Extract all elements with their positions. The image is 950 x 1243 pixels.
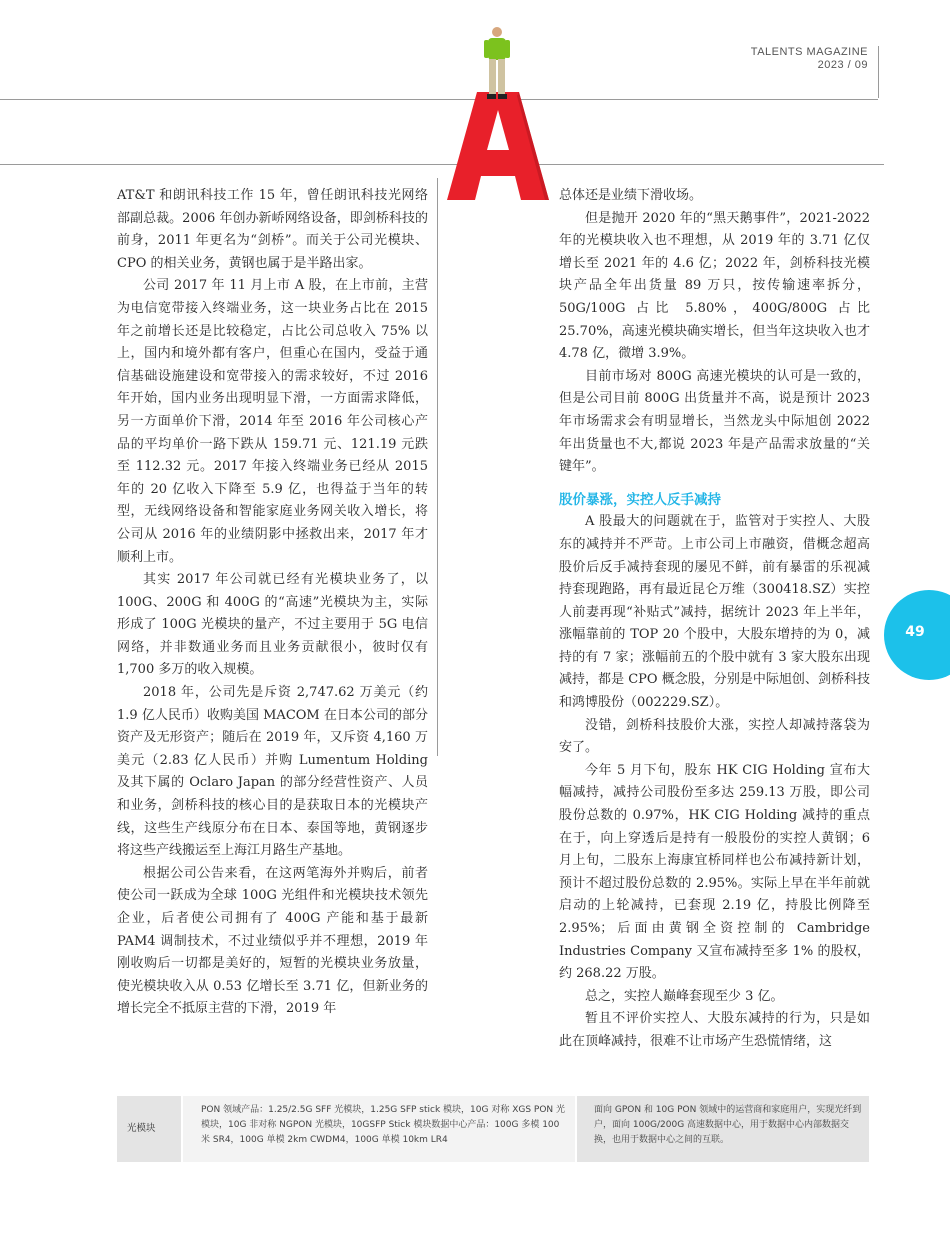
paragraph: 没错，剑桥科技股价大涨，实控人却减持落袋为安了。 [559,717,870,756]
issue-date: 2023 / 09 [817,59,868,71]
table-products-text: PON 领域产品：1.25/2.5G SFF 光模块，1.25G SFP stick 模块，10G 对称 XGS PON 光模块，10G 非对称 NGPON 光模块，10GSFP Stick 模块数据中心产品：100G 多模 100 米 SR4，100G 单模 2km CWDM4，100G 单模 10km LR4 [201,1105,566,1145]
header-rule-top [0,99,878,100]
paragraph: 其实 2017 年公司就已经有光模块业务了，以 100G、200G 和 400G 的“高速”光模块为主，实际形成了 100G 光模块的量产，不过主要用于 5G 电信网络，并非数通业务而且业务贡献很小，彼时仅有 1,700 多万的收入规模。 [117,572,428,678]
paragraph: A 股最大的问题就在于，监管对于实控人、大股东的减持并不严苛。上市公司上市融资，借概念超高股价后反手减持套现的屡见不鲜，前有暴雷的乐视减持套现跑路，再有最近昆仑万维（300418.SZ）实控人前妻再现“补贴式”减持，据统计 2023 年上半年，涨幅靠前的 TOP 20 个股中，大股东增持的为 0，减持的有 7 家；涨幅前五的个股中就有 3 家大股东出现减持，都是 CPO 概念股，分别是中际旭创、剑桥科技和鸿博股份（002229.SZ）。 [559,514,870,711]
column-divider [437,178,438,756]
paragraph: 目前市场对 800G 高速光模块的认可是一致的，但是公司目前 800G 出货量并不高，说是预计 2023 年市场需求会有明显增长，当然龙头中际旭创 2022 年出货量也不大,都说 2023 年是产品需求放量的“关键年”。 [559,368,870,475]
paragraph: 根据公司公告来看，在这两笔海外并购后，前者使公司一跃成为全球 100G 光组件和光模块技术领先企业，后者使公司拥有了 400G 产能和基于最新 PAM4 调制技术，不过业绩似乎并不理想，2019 年刚收购后一切都是美好的，短暂的光模块业务放量，使光模块收入从 0.53 亿增长至 3.71 亿，但新业务的增长完全不抵原主营的下滑，2019 年 [117,865,428,1017]
paragraph: AT&T 和朗讯科技工作 15 年，曾任朗讯科技光网络部副总裁。2006 年创办新峤网络设备，即剑桥科技的前身，2011 年更名为“剑桥”。而关于公司光模块、CPO 的相关业务，黄钢也属于是半路出家。 [117,188,428,271]
paragraph: 公司 2017 年 11 月上市 A 股，在上市前，主营为电信宽带接入终端业务，这一块业务占比在 2015 年之前增长还是比较稳定，占比公司总收入 75% 以上，国内和境外都有客户，但重心在国内，受益于通信基础设施建设和宽带接入的需求较好，不过 2016 年开始，国内业务出现明显下滑，一方面需求降低，另一方面单价下滑，2014 年至 2016 年公司核心产品的平均单价一路下跌从 159.71 元、121.19 元跌至 112.32 元。2017 年接入终端业务已经从 2015 年的 20 亿收入下降至 5.9 亿，也得益于当年的转型，无线网络设备和智能家庭业务网关收入增长，将公司从 2016 年的业绩阴影中拯救出来，2017 年才顺利上市。 [117,278,428,565]
paragraph: 总体还是业绩下滑收场。 [559,188,703,203]
masthead-divider [878,46,879,98]
header-rule-bottom [0,164,884,165]
paragraph: 暂且不评价实控人、大股东减持的行为，只是如此在顶峰减持，很难不让市场产生恐慌情绪，这 [559,1011,870,1049]
left-column [117,185,428,1021]
masthead [751,46,868,72]
paragraph: 2018 年，公司先是斥资 2,747.62 万美元（约 1.9 亿人民币）收购美国 MACOM 在日本公司的部分资产及无形资产；随后在 2019 年，又斥资 4,160 万美元（2.83 亿人民币）并购 Lumentum Holding 及其下属的 Oclaro Japan 的部分经营性资产、人员和业务，剑桥科技的核心目的是获取日本的光模块产线，这些生产线原分布在日本、泰国等地，黄钢逐步将这些产线搬运至上海江月路生产基地。 [117,685,428,859]
table-application-text: 面向 GPON 和 10G PON 领域中的运营商和家庭用户，实现光纤到户，面向 100G/200G 高速数据中心，用于数据中心内部数据交换，也用于数据中心之间的互联。 [594,1105,862,1145]
paragraph: 总之，实控人巅峰套现至少 3 亿。 [585,988,784,1004]
paragraph: 今年 5 月下旬，股东 HK CIG Holding 宣布大幅减持，减持公司股份至多达 259.13 万股，即公司股份总数的 0.97%，HK CIG Holding 减持的重点在于，向上穿透后是持有一般股份的实控人黄钢；6 月上旬，二股东上海康宜桥同样也公布减持新计划，预计不超过股份总数的 2.95%。实际上早在半年前就启动的上轮减持，已套现 2.19 亿，持股比例降至 2.95%；后面由黄钢全资控制的 Cambridge Industries Company 又宣布减持至多 1% 的股权，约 268.22 万股。 [559,762,870,982]
right-column [559,185,870,1054]
standing-man-icon [477,26,517,100]
table-label-cell [117,1096,181,1162]
magazine-name: TALENTS MAGAZINE [750,46,868,58]
page-number: 49 [905,624,925,640]
table-label: 光模块 [127,1123,156,1134]
paragraph: 但是抛开 2020 年的“黑天鹅事件”，2021-2022 年的光模块收入也不理想，从 2019 年的 3.71 亿仅增长至 2021 年的 4.6 亿；2022 年，剑桥科技光模块产品全年出货量 89 万只，按传输速率拆分，50G/100G 占比 5.80%，400G/800G 占比 25.70%，高速光模块确实增长，但当年这块收入也才 4.78 亿，微增 3.9%。 [559,210,870,362]
table-products-cell [183,1096,575,1162]
product-table [117,1096,869,1162]
table-application-cell [577,1096,869,1162]
section-heading: 股价暴涨，实控人反手减持 [559,491,721,508]
big-letter-a-illustration [447,92,549,200]
